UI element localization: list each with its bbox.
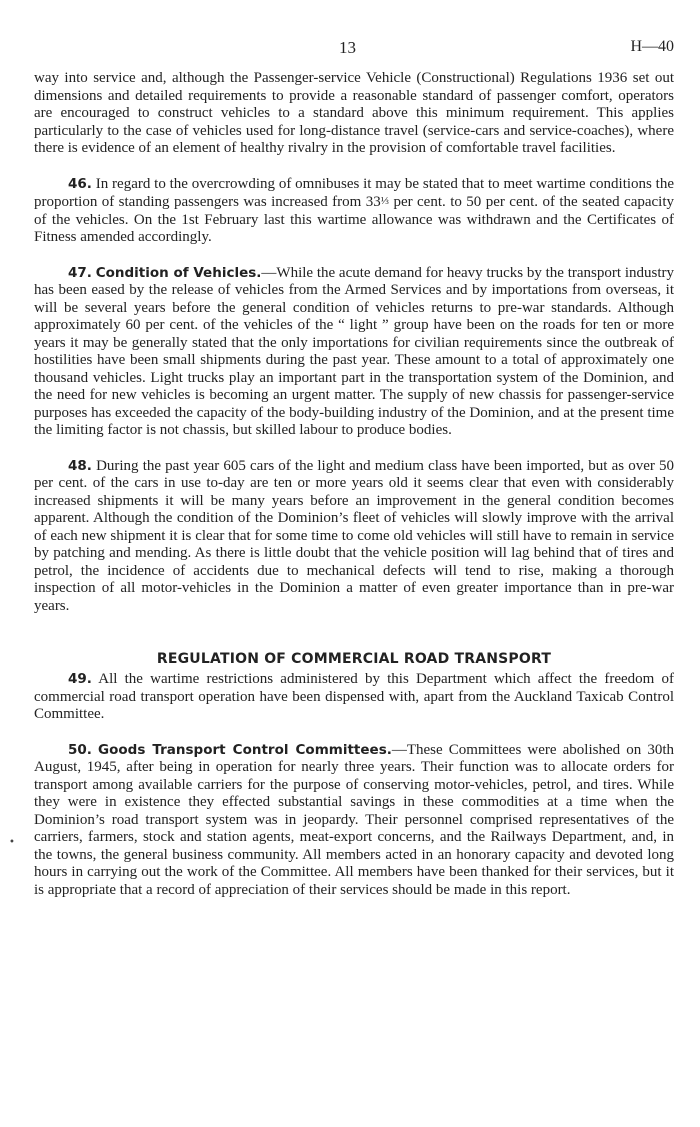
paragraph-title: Condition of Vehicles. [95,264,262,281]
paragraph-46 [34,176,674,247]
intro-paragraph: way into service and, although the Passenger-service Vehicle (Constructional) Regulations 1936 set out dimensions and detailed requirements to provide a reasonable standard of passenger comfort, operators are encouraged to construct vehicles to a standard above this minimum requirement. This applies particularly to the case of vehicles used for long-distance travel (service-cars and service-coaches), where there is evidence of an element of healthy rivalry in the provision of comfortable travel facilities. [34,70,674,156]
paragraph-49 [34,671,674,724]
paragraph-number: 50. [68,741,92,758]
page-number: 13 [339,38,356,57]
paragraph-number: 46. [68,175,92,192]
fraction: ⅓ [380,195,390,207]
paragraph-48 [34,458,674,616]
document-page [34,38,674,899]
page-header [34,38,674,62]
margin-mark: • [9,837,15,848]
paragraph-text-continued: per cent. to 50 per cent. of the seated capacity of the vehicles. On the 1st February last this wartime allowance was withdrawn and the Certificates of Fitness amended accordingly. [34,194,675,245]
paragraph-47 [34,265,674,440]
paragraph-text: —These Committees were abolished on 30th August, 1945, after being in operation for nearly three years. Their function was to allocate orders for transport among available carriers for the purpose of conserving motor-vehicles, petrol, and tires. While they were in existence they effected substantial savings in these commodities at a time when the Dominion’s road transport system was in jeopardy. Their personnel comprised representatives of the carriers, farmers, stock and station agents, meat-export concerns, and the Railways Department, and, in the towns, the general business community. All members acted in an honorary capacity and devoted long hours in carrying out the work of the Committee. All members have been thanked for their services, but it is appropriate that a record of appreciation of their services should be made in this report. [34,741,675,898]
paragraph-text: In regard to the overcrowding of omnibuses it may be stated that to meet wartime conditions the proportion of standing passengers was increased from 33 [34,175,674,210]
paragraph-title: Goods Transport Control Committees. [98,741,392,758]
document-code: H—40 [630,38,674,55]
section-heading: REGULATION OF COMMERCIAL ROAD TRANSPORT [156,651,552,667]
paragraph-text: All the wartime restrictions administered by this Department which affect the freedom of commercial road transport operation have been dispensed with, apart from the Auckland Taxicab Control Committee. [34,671,674,722]
paragraph-number: 49. [68,671,92,687]
paragraph-text: —While the acute demand for heavy trucks by the transport industry has been eased by the release of vehicles from the Armed Services and by importations from overseas, it will be several years before the general condition of vehicles returns to pre-war standards. Although approximately 60 per cent. of the vehicles of the “ light ” group have been on the roads for ten or more years it may be generally stated that the only importations for civilian requirements since the outbreak of hostilities have been small shipments during the past year. These amount to a total of approximately one thousand vehicles. Light trucks play an important part in the transportation system of the Dominion, and the need for new vehicles is becoming an urgent matter. The supply of new chassis for passenger-service purposes has exceeded the capacity of the body-building industry of the Dominion, and at the present time the limiting factor is not chassis, but skilled labour to produce bodies. [34,264,674,438]
paragraph-number: 47. [68,264,92,281]
paragraph-text: During the past year 605 cars of the light and medium class have been imported, but as over 50 per cent. of the cars in use to-day are ten or more years old it seems clear that even with considerably increased shipments it will be many years before an improvement in the general condition becomes apparent. Although the condition of the Dominion’s fleet of vehicles will slowly improve with the arrival of each new shipment it is clear that for some time to come old vehicles will still have to remain in service by patching and mending. As there is little doubt that the vehicle position will lag behind that of tires and petrol, the incidence of accidents due to mechanical defects will tend to rise, making a thorough inspection of all motor-vehicles in the Dominion a matter of even greater importance than in pre-war years. [34,457,675,614]
paragraph-50 [34,742,674,900]
paragraph-number: 48. [68,457,92,474]
